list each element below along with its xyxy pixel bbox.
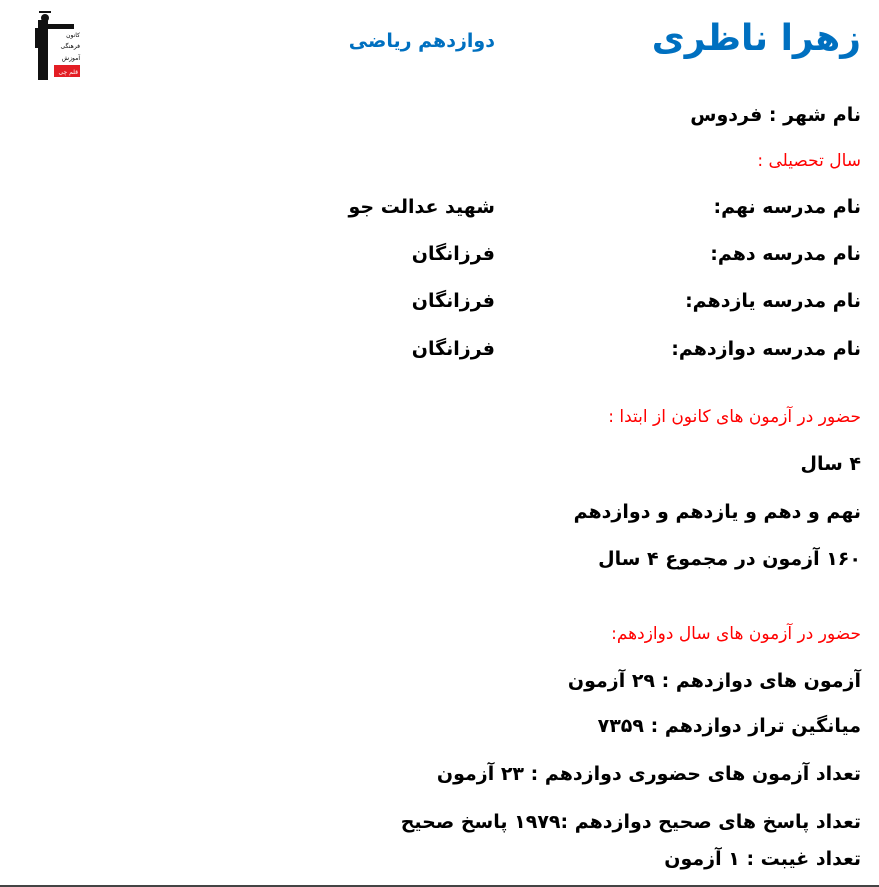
- grade12-line: تعداد غیبت : ۱ آزمون: [664, 848, 861, 870]
- school-11-value: فرزانگان: [411, 290, 495, 312]
- svg-text:فرهنگی: فرهنگی: [60, 43, 80, 50]
- student-name: زهرا ناظری: [651, 18, 861, 59]
- school-10-value: فرزانگان: [411, 243, 495, 265]
- school-9-value: شهید عدالت جو: [348, 196, 495, 218]
- svg-text:قلم چی: قلم چی: [58, 69, 78, 76]
- attendance-line: نهم و دهم و یازدهم و دوازدهم: [573, 501, 861, 523]
- svg-text:کانون: کانون: [66, 32, 80, 39]
- school-9-label: نام مدرسه نهم:: [713, 196, 861, 218]
- grade12-line: آزمون های دوازدهم : ۲۹ آزمون: [567, 670, 861, 692]
- field-of-study: دوازدهم ریاضی: [348, 30, 495, 52]
- attendance-line: ۴ سال: [800, 453, 861, 475]
- grade12-heading: حضور در آزمون های سال دوازدهم:: [611, 624, 861, 644]
- grade12-line: میانگین تراز دوازدهم : ۷۳۵۹: [597, 715, 861, 737]
- school-12-label: نام مدرسه دوازدهم:: [671, 338, 861, 360]
- school-12-value: فرزانگان: [411, 338, 495, 360]
- svg-text:آموزش: آموزش: [61, 55, 80, 62]
- school-11-label: نام مدرسه یازدهم:: [685, 290, 861, 312]
- school-year-label: سال تحصیلی :: [757, 151, 861, 171]
- school-10-label: نام مدرسه دهم:: [710, 243, 861, 265]
- kanoon-logo: [30, 10, 86, 80]
- grade12-line: تعداد پاسخ های صحیح دوازدهم :۱۹۷۹ پاسخ صحیح: [400, 811, 861, 833]
- attendance-heading: حضور در آزمون های کانون از ابتدا :: [608, 407, 861, 427]
- grade12-line: تعداد آزمون های حضوری دوازدهم : ۲۳ آزمون: [436, 763, 861, 785]
- city: نام شهر : فردوس: [690, 104, 861, 126]
- attendance-line: ۱۶۰ آزمون در مجموع ۴ سال: [598, 548, 861, 570]
